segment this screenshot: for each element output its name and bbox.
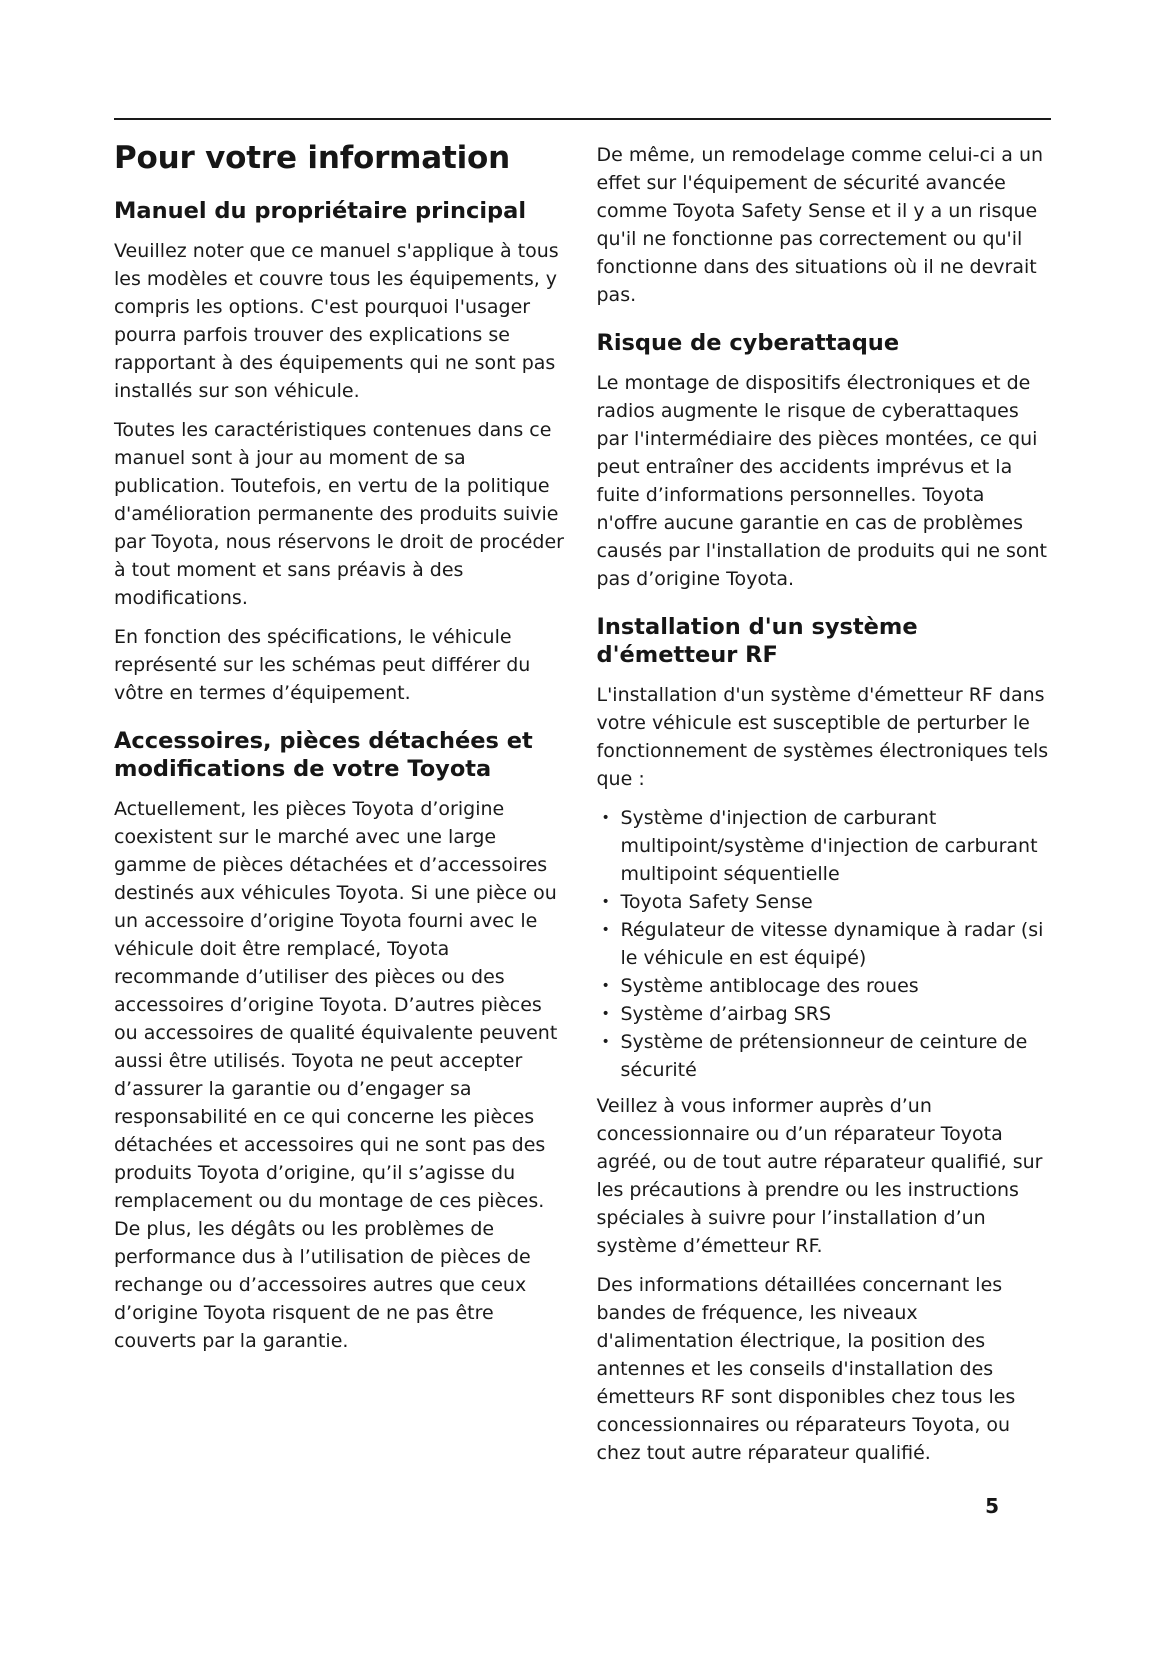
right-column [597, 141, 1052, 1478]
paragraph: Veuillez noter que ce manuel s'applique à tous les modèles et couvre tous les équipements, y compris les options. C'est pourquoi l'usager pourra parfois trouver des explications se rapportant à des équipements qui ne sont pas installés sur son véhicule. [114, 239, 559, 402]
page-title: Pour votre information [114, 140, 510, 176]
left-column [114, 141, 569, 1478]
paragraph: De même, un remodelage comme celui-ci a un effet sur l'équipement de sécurité avancée comme Toyota Safety Sense et il y a un risque qu'il ne fonctionne pas correctement ou qu'il fonctionne dans des situations où il ne devrait pas. [596, 144, 1044, 306]
paragraph: Toutes les caractéristiques contenues dans ce manuel sont à jour au moment de sa publication. Toutefois, en vertu de la politique d'amélioration permanente des produits suivie par Toyota, nous réservons le droit de procéder à tout moment et sans préavis à des modifications. [114, 418, 564, 609]
bullet-text: Système d’airbag SRS [620, 1003, 832, 1026]
bullet-icon: • [601, 810, 610, 827]
paragraph: Veillez à vous informer auprès d’un concessionnaire ou d’un réparateur Toyota agréé, ou de tout autre réparateur qualifié, sur les précautions à prendre ou les instructions spéciales à suivre pour l’installation d’un système d’émetteur RF. [596, 1095, 1043, 1258]
bullet-icon: • [601, 894, 610, 911]
bullet-text: Système de prétensionneur de ceinture de sécurité [620, 1031, 1028, 1082]
bullet-icon: • [601, 1006, 610, 1023]
bullet-text: Système antiblocage des roues [620, 975, 919, 998]
paragraph: L'installation d'un système d'émetteur RF dans votre véhicule est susceptible de perturber le fonctionnement de systèmes électroniques tels que : [596, 684, 1049, 791]
bullet-text: Système d'injection de carburant multipoint/système d'injection de carburant multipoint séquentielle [620, 807, 1038, 886]
bullet-text: Toyota Safety Sense [620, 891, 813, 914]
top-rule [114, 118, 1051, 120]
section-heading-rf-transmitter: Installation d'un système d'émetteur RF [596, 614, 918, 669]
bullet-text: Régulateur de vitesse dynamique à radar (si le véhicule en est équipé) [620, 919, 1044, 970]
paragraph: Des informations détaillées concernant les bandes de fréquence, les niveaux d'alimentation électrique, la position des antennes et les conseils d'installation des émetteurs RF sont disponibles chez tous les concessionnaires ou réparateurs Toyota, ou chez tout autre réparateur qualifié. [596, 1274, 1016, 1465]
list-item [597, 972, 1052, 1000]
list-item [597, 916, 1052, 972]
section-heading-accessories: Accessoires, pièces détachées et modifications de votre Toyota [114, 727, 533, 782]
list-item [597, 1028, 1052, 1084]
paragraph: En fonction des spécifications, le véhicule représenté sur les schémas peut différer du vôtre en termes d’équipement. [114, 625, 531, 704]
paragraph: Actuellement, les pièces Toyota d’origine coexistent sur le marché avec une large gamme de pièces détachées et d’accessoires destinés aux véhicules Toyota. Si une pièce ou un accessoire d’origine Toyota fourni avec le véhicule doit être remplacé, Toyota recommande d’utiliser des pièces ou des accessoires d’origine Toyota. D’autres pièces ou accessoires de qualité équivalente peuvent aussi être utilisés. Toyota ne peut accepter d’assurer la garantie ou d’engager sa responsabilité en ce qui concerne les pièces détachées et accessoires qui ne sont pas des produits Toyota d’origine, qu’il s’agisse du remplacement ou du montage de ces pièces. De plus, les dégâts ou les problèmes de performance dus à l’utilisation de pièces de rechange ou d’accessoires autres que ceux d’origine Toyota risquent de ne pas être couverts par la garantie. [114, 798, 558, 1353]
list-item [597, 1000, 1052, 1028]
bullet-icon: • [601, 978, 610, 995]
list-item [597, 888, 1052, 916]
bullet-list [597, 804, 1052, 1084]
paragraph: Le montage de dispositifs électroniques et de radios augmente le risque de cyberattaques par l'intermédiaire des pièces montées, ce qui peut entraîner des accidents imprévus et la fuite d’informations personnelles. Toyota n'offre aucune garantie en cas de problèmes causés par l'installation de produits qui ne sont pas d’origine Toyota. [596, 372, 1048, 591]
section-heading-cyberattack: Risque de cyberattaque [596, 330, 900, 356]
two-column-layout [114, 141, 1051, 1478]
list-item [597, 804, 1052, 888]
bullet-icon: • [601, 1034, 610, 1051]
page-number: 5 [985, 1494, 999, 1518]
section-heading-owners-manual: Manuel du propriétaire principal [114, 197, 527, 224]
bullet-icon: • [601, 922, 610, 939]
